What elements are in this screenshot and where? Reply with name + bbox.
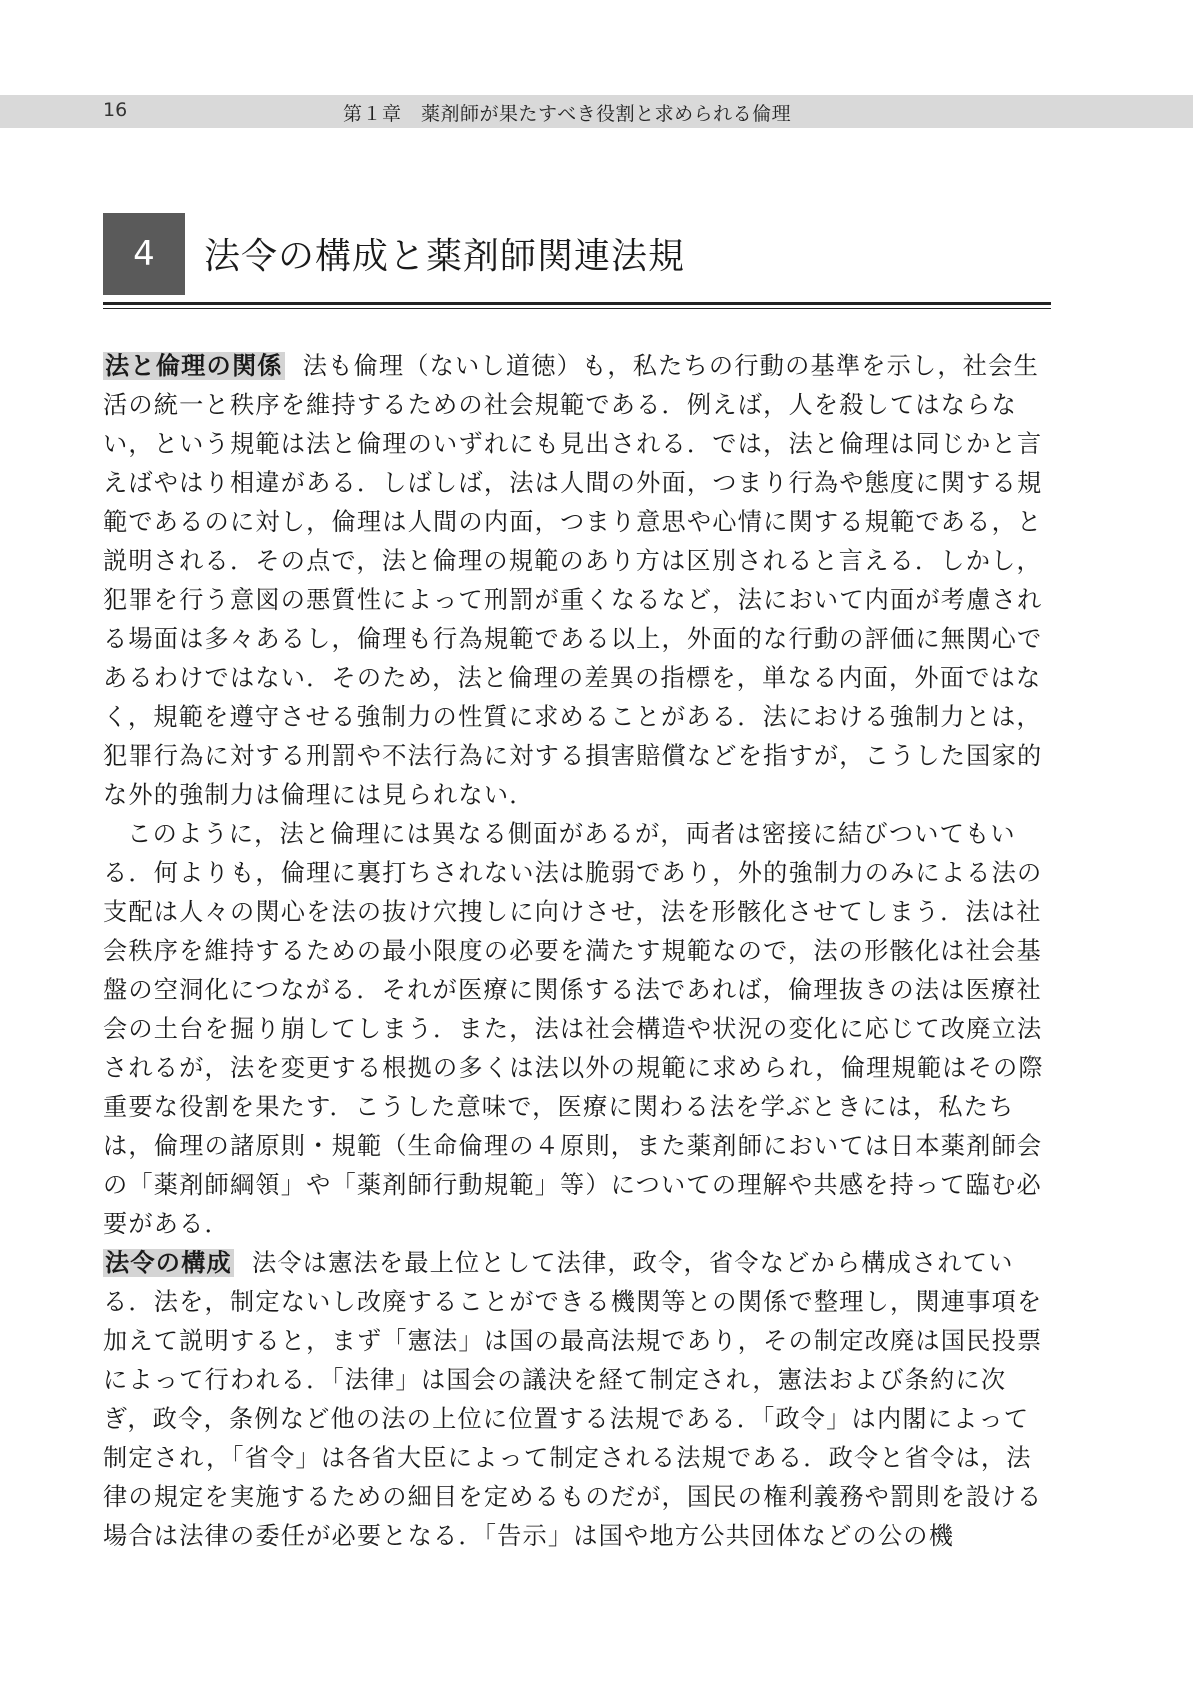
run-in-heading: 法令の構成	[105, 1249, 232, 1277]
section-rule-thick	[103, 302, 1051, 305]
chapter-title: 第１章 薬剤師が果たすべき役割と求められる倫理	[343, 103, 792, 125]
section-rule-thin	[103, 308, 1051, 309]
paragraph-text: このように，法と倫理には異なる側面があるが，両者は密接に結びついてもいる．何よりも，倫理に裏打ちされない法は脆弱であり，外的強制力のみによる法の支配は人々の関心を法の抜け穴捜しに向けさせ，法を形骸化させてしまう．法は社会秩序を維持するための最小限度の必要を満たす規範なので，法の形骸化は社会基盤の空洞化につながる．それが医療に関係する法であれば，倫理抜きの法は医療社会の土台を掘り崩してしまう．また，法は社会構造や状況の変化に応じて改廃立法されるが，法を変更する根拠の多くは法以外の規範に求められ，倫理規範はその際重要な役割を果たす．こうした意味で，医療に関わる法を学ぶときには，私たちは，倫理の諸原則・規範（生命倫理の４原則，また薬剤師においては日本薬剤師会の「薬剤師綱領」や「薬剤師行動規範」等）についての理解や共感を持って臨む必要がある．	[103, 820, 1044, 1238]
run-in-heading: 法と倫理の関係	[105, 352, 283, 380]
paragraph-law-ethics	[103, 347, 1053, 815]
section-number-box	[103, 213, 185, 295]
section-title: 法令の構成と薬剤師関連法規	[204, 236, 686, 277]
paragraph-relationship	[103, 815, 1053, 1244]
paragraph-law-structure	[103, 1244, 1053, 1556]
paragraph-text: 法も倫理（ないし道徳）も，私たちの行動の基準を示し，社会生活の統一と秩序を維持するための社会規範である．例えば，人を殺してはならない，という規範は法と倫理のいずれにも見出される．では，法と倫理は同じかと言えばやはり相違がある．しばしば，法は人間の外面，つまり行為や態度に関する規範であるのに対し，倫理は人間の内面，つまり意思や心情に関する規範である，と説明される．その点で，法と倫理の規範のあり方は区別されると言える．しかし，犯罪を行う意図の悪質性によって刑罰が重くなるなど，法において内面が考慮される場面は多々あるし，倫理も行為規範である以上，外面的な行動の評価に無関心であるわけではない．そのため，法と倫理の差異の指標を，単なる内面，外面ではなく，規範を遵守させる強制力の性質に求めることがある．法における強制力とは，犯罪行為に対する刑罰や不法行為に対する損害賠償などを指すが，こうした国家的な外的強制力は倫理には見られない．	[103, 352, 1043, 809]
paragraph-text: 法令は憲法を最上位として法律，政令，省令などから構成されている．法を，制定ないし改廃することができる機関等との関係で整理し，関連事項を加えて説明すると，まず「憲法」は国の最高法規であり，その制定改廃は国民投票によって行われる．「法律」は国会の議決を経て制定され，憲法および条約に次ぎ，政令，条例など他の法の上位に位置する法規である．「政令」は内閣によって制定され，「省令」は各省大臣によって制定される法規である．政令と省令は，法律の規定を実施するための細目を定めるものだが，国民の権利義務や罰則を設ける場合は法律の委任が必要となる．「告示」は国や地方公共団体などの公の機	[103, 1249, 1043, 1550]
section-number: 4	[133, 234, 155, 274]
body-text	[103, 347, 1053, 1556]
page-number: 16	[103, 99, 128, 121]
